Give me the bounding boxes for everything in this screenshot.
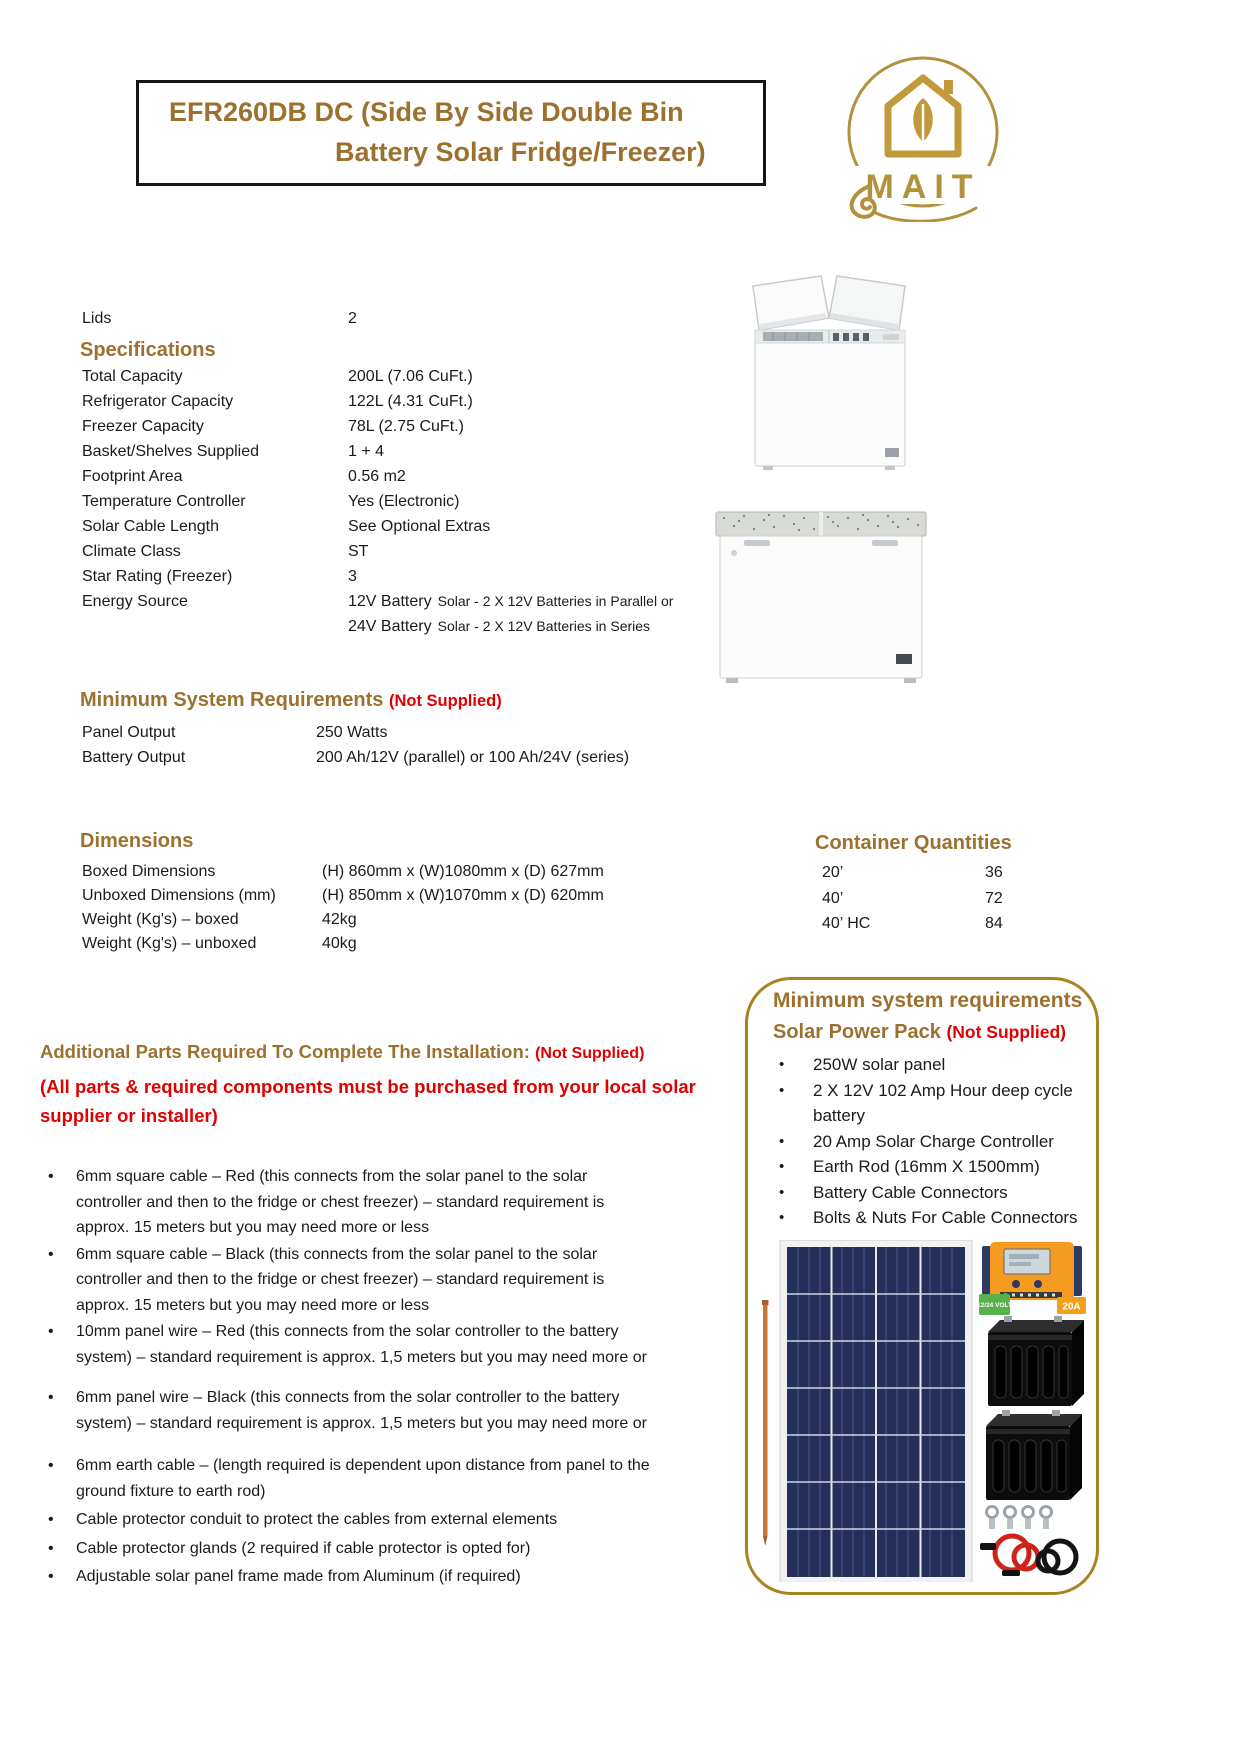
list-item: [46, 1507, 650, 1533]
list-item-text: Bolts & Nuts For Cable Connectors: [813, 1208, 1078, 1227]
spec-value: 42kg: [322, 911, 357, 928]
table-row: [82, 860, 604, 884]
table-row: [822, 911, 1003, 937]
table-row-energy-source: [82, 614, 673, 639]
product-title-line2: Battery Solar Fridge/Freezer): [335, 137, 706, 167]
foot: [885, 466, 895, 470]
table-row: [82, 908, 604, 932]
list-item: [777, 1154, 1087, 1180]
list-item-text: 20 Amp Solar Charge Controller: [813, 1131, 1054, 1151]
list-item: [46, 1564, 650, 1590]
list-item-text: Battery Cable Connectors: [813, 1182, 1008, 1202]
spec-value: 200L (7.06 CuFt.): [348, 368, 473, 385]
house-leaf-icon: [888, 78, 958, 154]
spec-value: 200 Ah/12V (parallel) or 100 Ah/24V (series): [316, 749, 630, 766]
solar-pack-list: [777, 1052, 1087, 1231]
container-qty: 36: [985, 864, 1003, 881]
table-row: [82, 539, 673, 564]
handle: [744, 540, 770, 546]
spec-value: 122L (4.31 CuFt.): [348, 393, 473, 410]
fridge-closed-graphic: [710, 502, 932, 694]
vent: [896, 654, 912, 664]
cable-graphic: [980, 1536, 1076, 1576]
list-item: [46, 1385, 650, 1436]
min-system-heading: [80, 689, 502, 712]
fridge-open-graphic: [733, 272, 928, 482]
list-item-text: Cable protector conduit to protect the cables from external elements: [76, 1511, 558, 1528]
battery-graphic: [988, 1316, 1084, 1406]
solar-pack-not-supplied: (Not Supplied): [946, 1022, 1066, 1042]
solar-pack-subheading-text: Solar Power Pack: [773, 1021, 941, 1043]
solar-pack-heading: Minimum system requirements: [773, 989, 1083, 1012]
list-item-text: 6mm square cable – Black (this connects from the solar panel to the solar controller and then to the fridge or chest freezer) – standard requirement is approx. 15 meters but you may need more or less: [76, 1245, 605, 1314]
spec-value: 3: [348, 568, 357, 585]
spec-value: See Optional Extras: [348, 518, 491, 535]
table-row: [82, 720, 629, 745]
container-size: 20’: [822, 864, 844, 881]
fridge-body: [755, 330, 905, 466]
energy-line1-big: 12V Battery: [348, 593, 432, 610]
list-item-text: 6mm square cable – Red (this connects from the solar panel to the solar controller and then to the fridge or chest freezer) – standard requirement is approx. 15 meters but you may need more or less: [76, 1168, 605, 1236]
list-item: [777, 1129, 1087, 1155]
product-title-box: [136, 80, 766, 186]
table-row: [82, 464, 673, 489]
mait-logo-graphic: [826, 50, 1010, 222]
spec-value: (H) 860mm x (W)1080mm x (D) 627mm: [322, 863, 604, 880]
table-row: [82, 514, 673, 539]
spec-value: [348, 589, 673, 614]
rack-slot: [863, 333, 869, 341]
vent: [885, 448, 899, 457]
additional-parts-note-line2: supplier or installer): [40, 1105, 218, 1126]
container-qty: 72: [985, 889, 1003, 907]
table-row: [82, 306, 357, 331]
specifications-heading: Specifications: [80, 339, 216, 361]
spec-label: Weight (Kg's) – boxed: [82, 911, 239, 928]
energy-line2-small: Solar - 2 X 12V Batteries in Series: [437, 618, 651, 634]
fridge-cavity-left: [763, 332, 823, 341]
list-item: [777, 1205, 1087, 1231]
fridge-open-image: [733, 272, 928, 487]
solar-panel-graphic: [780, 1240, 972, 1582]
solar-kit-image: [752, 1240, 1086, 1587]
spec-value: 2: [348, 310, 357, 327]
additional-parts-heading-text: Additional Parts Required To Complete The Installation:: [40, 1041, 530, 1062]
min-system-table: [82, 720, 629, 770]
container-size: 40’ HC: [822, 915, 871, 932]
list-item: [46, 1164, 650, 1241]
spec-value: 0.56 m2: [348, 468, 406, 485]
table-row: [82, 884, 604, 908]
spec-label: Footprint Area: [82, 468, 183, 485]
spec-label: Refrigerator Capacity: [82, 393, 234, 410]
spec-value: [348, 614, 650, 639]
amp-badge-text: 20A: [1062, 1301, 1081, 1313]
table-row: [82, 414, 673, 439]
rack-slot: [833, 333, 839, 341]
control-strip: [883, 334, 899, 340]
earth-rod-graphic: [762, 1300, 769, 1546]
specifications-table: [82, 364, 673, 639]
list-item: [46, 1319, 650, 1370]
container-qty: 84: [985, 915, 1003, 932]
list-item: [777, 1180, 1087, 1206]
spec-label: Basket/Shelves Supplied: [82, 443, 259, 460]
lid-divider: [819, 512, 823, 536]
mait-logo: [826, 50, 1010, 222]
spec-label: Total Capacity: [82, 368, 183, 385]
list-item-text: Earth Rod (16mm X 1500mm): [813, 1157, 1040, 1176]
list-item-text: 10mm panel wire – Red (this connects from the solar controller to the battery system) – standard requirement is approx. 1,5 meters but you may need more or: [76, 1323, 647, 1366]
table-row: [82, 745, 629, 770]
spec-label: Climate Class: [82, 543, 181, 560]
rack-slot: [843, 333, 849, 341]
list-item-text: Cable protector glands (2 required if cable protector is opted for): [76, 1539, 531, 1557]
spec-label-empty: [82, 614, 348, 639]
spec-label: Freezer Capacity: [82, 418, 204, 435]
product-title-line1: EFR260DB DC (Side By Side Double Bin: [169, 97, 684, 127]
container-quantities-table: [822, 860, 1003, 937]
spec-label: Lids: [82, 310, 112, 327]
spec-label: Energy Source: [82, 593, 188, 610]
cable-lug-stems: [989, 1519, 1049, 1529]
spec-label: Solar Cable Length: [82, 518, 219, 535]
charge-controller-graphic: [977, 1242, 1086, 1315]
container-size: 40’: [822, 889, 844, 907]
spec-value: ST: [348, 543, 369, 560]
table-row: [82, 489, 673, 514]
spec-value: 250 Watts: [316, 724, 388, 741]
spec-label: Unboxed Dimensions (mm): [82, 887, 276, 904]
spec-value: (H) 850mm x (W)1070mm x (D) 620mm: [322, 887, 604, 904]
fridge-closed-image: [710, 502, 932, 699]
min-system-not-supplied: (Not Supplied): [388, 692, 502, 710]
spec-value: Yes (Electronic): [348, 493, 460, 510]
spec-value: 40kg: [322, 935, 357, 952]
spec-value: 1 + 4: [348, 443, 385, 460]
lids-row: [82, 306, 357, 331]
foot: [726, 678, 738, 683]
list-item: [46, 1536, 650, 1562]
spec-label: Temperature Controller: [82, 493, 246, 510]
foot: [904, 678, 916, 683]
min-system-heading-text: Minimum System Requirements: [80, 689, 384, 711]
table-row-energy-source: [82, 589, 673, 614]
table-row: [82, 564, 673, 589]
logo-wordmark: MAIT: [865, 168, 981, 206]
spec-value: 78L (2.75 CuFt.): [348, 418, 464, 435]
container-quantities-heading: Container Quantities: [815, 832, 1012, 854]
energy-line1-small: Solar - 2 X 12V Batteries in Parallel or: [437, 593, 674, 609]
dimensions-table: [82, 860, 604, 956]
cable-lugs-graphic: [987, 1507, 1052, 1518]
spec-label: Weight (Kg's) – unboxed: [82, 935, 257, 952]
list-item: [777, 1052, 1087, 1078]
logo-swirl-tail: [874, 208, 976, 221]
rack-slot: [853, 333, 859, 341]
handle: [872, 540, 898, 546]
table-row: [82, 439, 673, 464]
list-item: [46, 1453, 650, 1504]
battery-graphic: [986, 1410, 1082, 1500]
solar-pack-subheading: [773, 1021, 1066, 1044]
list-item-text: 6mm panel wire – Black (this connects from the solar controller to the battery system) – standard requirement is approx. 1,5 meters but you may need more or: [76, 1389, 647, 1432]
spec-label: Panel Output: [82, 724, 176, 741]
spec-label: Star Rating (Freezer): [82, 568, 233, 585]
list-item: [46, 1242, 650, 1319]
brand-mark: [731, 550, 737, 556]
table-row: [82, 932, 604, 956]
foot: [763, 466, 773, 470]
additional-parts-list: [46, 1164, 650, 1591]
list-item: [777, 1078, 1087, 1129]
table-row: [82, 364, 673, 389]
list-item-text: 2 X 12V 102 Amp Hour deep cycle battery: [813, 1080, 1073, 1125]
fridge-body: [720, 536, 922, 678]
energy-line2-big: 24V Battery: [348, 618, 432, 635]
spec-label: Boxed Dimensions: [82, 863, 216, 880]
dimensions-heading: Dimensions: [80, 830, 194, 852]
list-item-text: 6mm earth cable – (length required is dependent upon distance from panel to the ground fixture to earth rod): [76, 1457, 650, 1500]
spec-label: Battery Output: [82, 749, 186, 766]
volt-badge-text: 12/24 VOLT: [977, 1302, 1012, 1309]
table-row: [822, 860, 1003, 886]
list-item-text: Adjustable solar panel frame made from Aluminum (if required): [76, 1568, 521, 1585]
additional-parts-not-supplied: (Not Supplied): [535, 1045, 645, 1062]
solar-kit-graphic: [752, 1240, 1086, 1582]
table-row: [82, 389, 673, 414]
additional-parts-note-line1: (All parts & required components must be purchased from your local solar: [40, 1076, 696, 1097]
additional-parts-heading: [40, 1041, 644, 1063]
table-row: [822, 886, 1003, 912]
list-item-text: 250W solar panel: [813, 1055, 946, 1074]
